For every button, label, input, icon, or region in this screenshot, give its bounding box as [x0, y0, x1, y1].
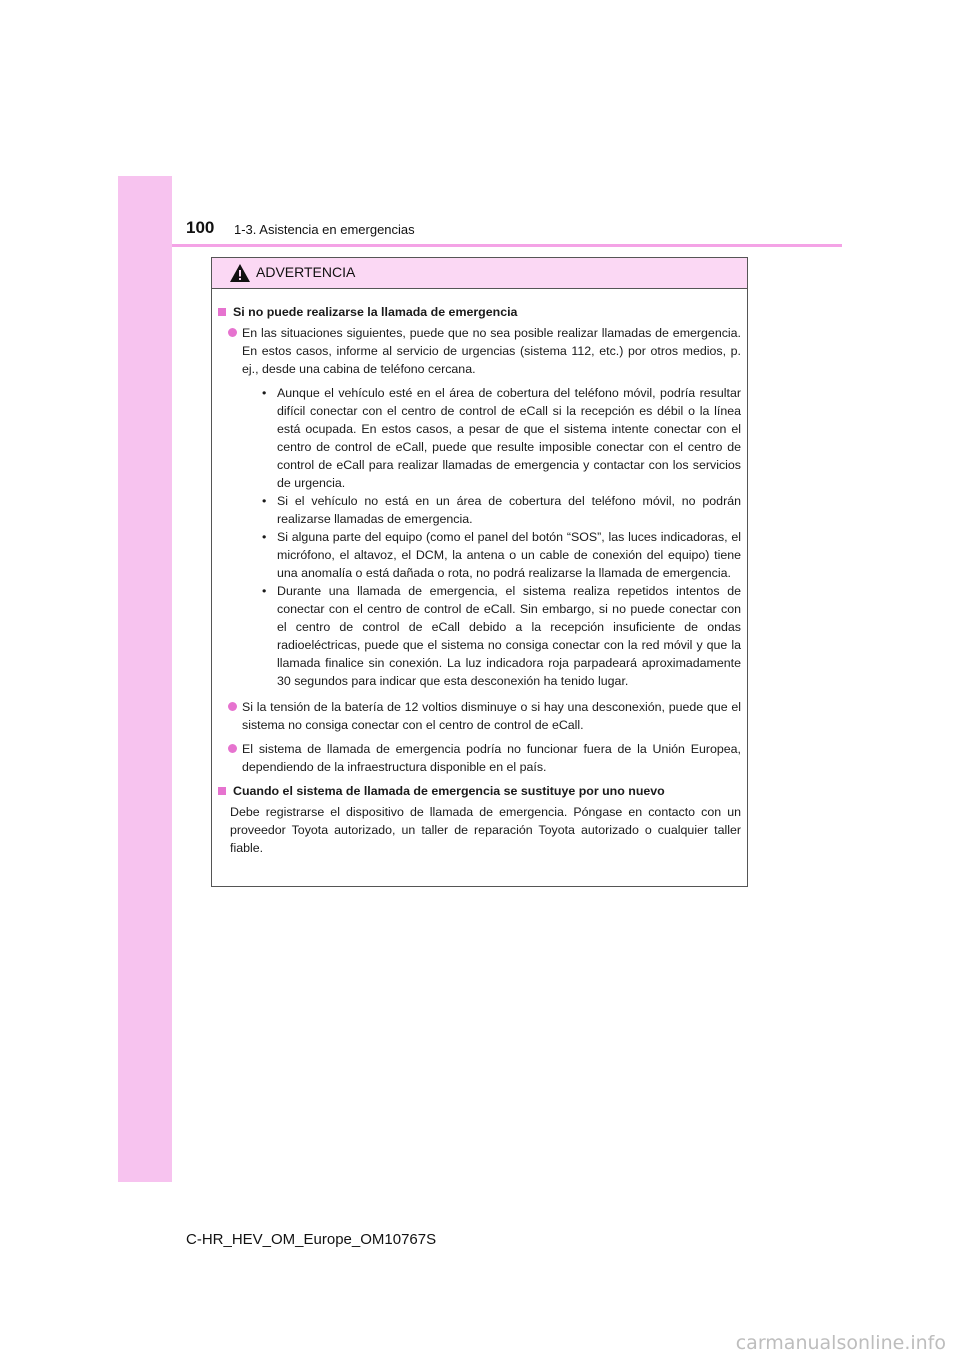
- sub-list-item-text: Aunque el vehículo esté en el área de cobertura del teléfono móvil, podría resultar difícil conectar con el centro de control de eCall si la recepción es débil o la línea está ocupada. En estos casos, a pesar de que el sistema intente conectar con el centro de control de eCall, puede que resulte imposible conectar con el centro de control de eCall para realizar llamadas de emergencia y contactar con los servicios de urgencia.: [277, 386, 741, 490]
- warning-box: [211, 257, 748, 887]
- warning-body: [212, 289, 747, 857]
- list-item: [218, 698, 741, 734]
- watermark: carmanualsonline.info: [735, 1332, 946, 1354]
- square-bullet-icon: [218, 787, 226, 795]
- circle-bullet-icon: [228, 702, 237, 711]
- section-heading-2: [218, 782, 741, 800]
- section-heading-2-text: Cuando el sistema de llamada de emergencia se sustituye por uno nuevo: [233, 784, 665, 798]
- circle-bullet-icon: [228, 328, 237, 337]
- warning-triangle-icon: [229, 263, 251, 283]
- sub-list-item-text: Si alguna parte del equipo (como el panel del botón “SOS”, las luces indicadoras, el micrófono, el altavoz, el DCM, la antena o un cable de conexión del equipo) tiene una anomalía o está dañada o rota, no podrá realizarse la llamada de emergencia.: [277, 530, 741, 580]
- list-item-text: En las situaciones siguientes, puede que no sea posible realizar llamadas de emergencia. En estos casos, informe al servicio de urgencias (sistema 112, etc.) por otros medios, p. ej., desde una cabina de teléfono cercana.: [242, 326, 741, 376]
- list-item: [218, 324, 741, 692]
- warning-header: [212, 258, 747, 289]
- document-id: C-HR_HEV_OM_Europe_OM10767S: [186, 1231, 437, 1248]
- list-item-text: El sistema de llamada de emergencia podría no funcionar fuera de la Unión Europea, dependiendo de la infraestructura disponible en el país.: [242, 742, 741, 774]
- square-bullet-icon: [218, 308, 226, 316]
- sub-list-item-text: Durante una llamada de emergencia, el sistema realiza repetidos intentos de conectar con el centro de control de eCall. Sin embargo, si no puede conectar con el centro de control de eCall debido a la recepción insuficiente de ondas radioeléctricas, puede que el sistema no consiga conectar con la red móvil y que la llamada finalice sin conexión. La luz indicadora roja parpadeará aproximadamente 30 segundos para indicar que esta desconexión ha tenido lugar.: [277, 584, 741, 688]
- sub-list-item: • Si el vehículo no está en un área de cobertura del teléfono móvil, no podrán realizarse llamadas de emergencia.: [262, 494, 741, 526]
- list-item: [218, 740, 741, 776]
- section-2-paragraph: Debe registrarse el dispositivo de llamada de emergencia. Póngase en contacto con un proveedor Toyota autorizado, un taller de reparación Toyota autorizado o cualquier taller fiable.: [230, 805, 741, 855]
- section-heading-1: [218, 303, 741, 321]
- section-title: 1-3. Asistencia en emergencias: [234, 222, 415, 237]
- warning-title: ADVERTENCIA: [256, 264, 356, 280]
- section-heading-1-text: Si no puede realizarse la llamada de emergencia: [233, 305, 518, 319]
- side-color-band: [118, 176, 172, 1182]
- header-divider: [172, 244, 842, 247]
- sub-list-item: • Aunque el vehículo esté en el área de cobertura del teléfono móvil, podría resultar difícil conectar con el centro de control de eCall si la recepción es débil o la línea está ocupada. En estos casos, a pesar de que el sistema intente conectar con el centro de control de eCall, puede que resulte imposible conectar con el centro de control de eCall para realizar llamadas de emergencia y contactar con los servicios de urgencia.: [262, 386, 741, 490]
- sub-list: [242, 384, 741, 690]
- sub-list-item-text: Si el vehículo no está en un área de cobertura del teléfono móvil, no podrán realizarse llamadas de emergencia.: [277, 494, 741, 526]
- list-item-text: Si la tensión de la batería de 12 voltios disminuye o si hay una desconexión, puede que el sistema no consiga conectar con el centro de control de eCall.: [242, 700, 741, 732]
- sub-list-item: • Durante una llamada de emergencia, el sistema realiza repetidos intentos de conectar con el centro de control de eCall. Sin embargo, si no puede conectar con el centro de control de eCall debido a la recepción insuficiente de ondas radioeléctricas, puede que el sistema no consiga conectar con la red móvil y que la llamada finalice sin conexión. La luz indicadora roja parpadeará aproximadamente 30 segundos para indicar que esta desconexión ha tenido lugar.: [262, 584, 741, 688]
- page-number: 100: [186, 218, 215, 237]
- circle-bullet-icon: [228, 744, 237, 753]
- sub-list-item: • Si alguna parte del equipo (como el panel del botón “SOS”, las luces indicadoras, el micrófono, el altavoz, el DCM, la antena o un cable de conexión del equipo) tiene una anomalía o está dañada o rota, no podrá realizarse la llamada de emergencia.: [262, 530, 741, 580]
